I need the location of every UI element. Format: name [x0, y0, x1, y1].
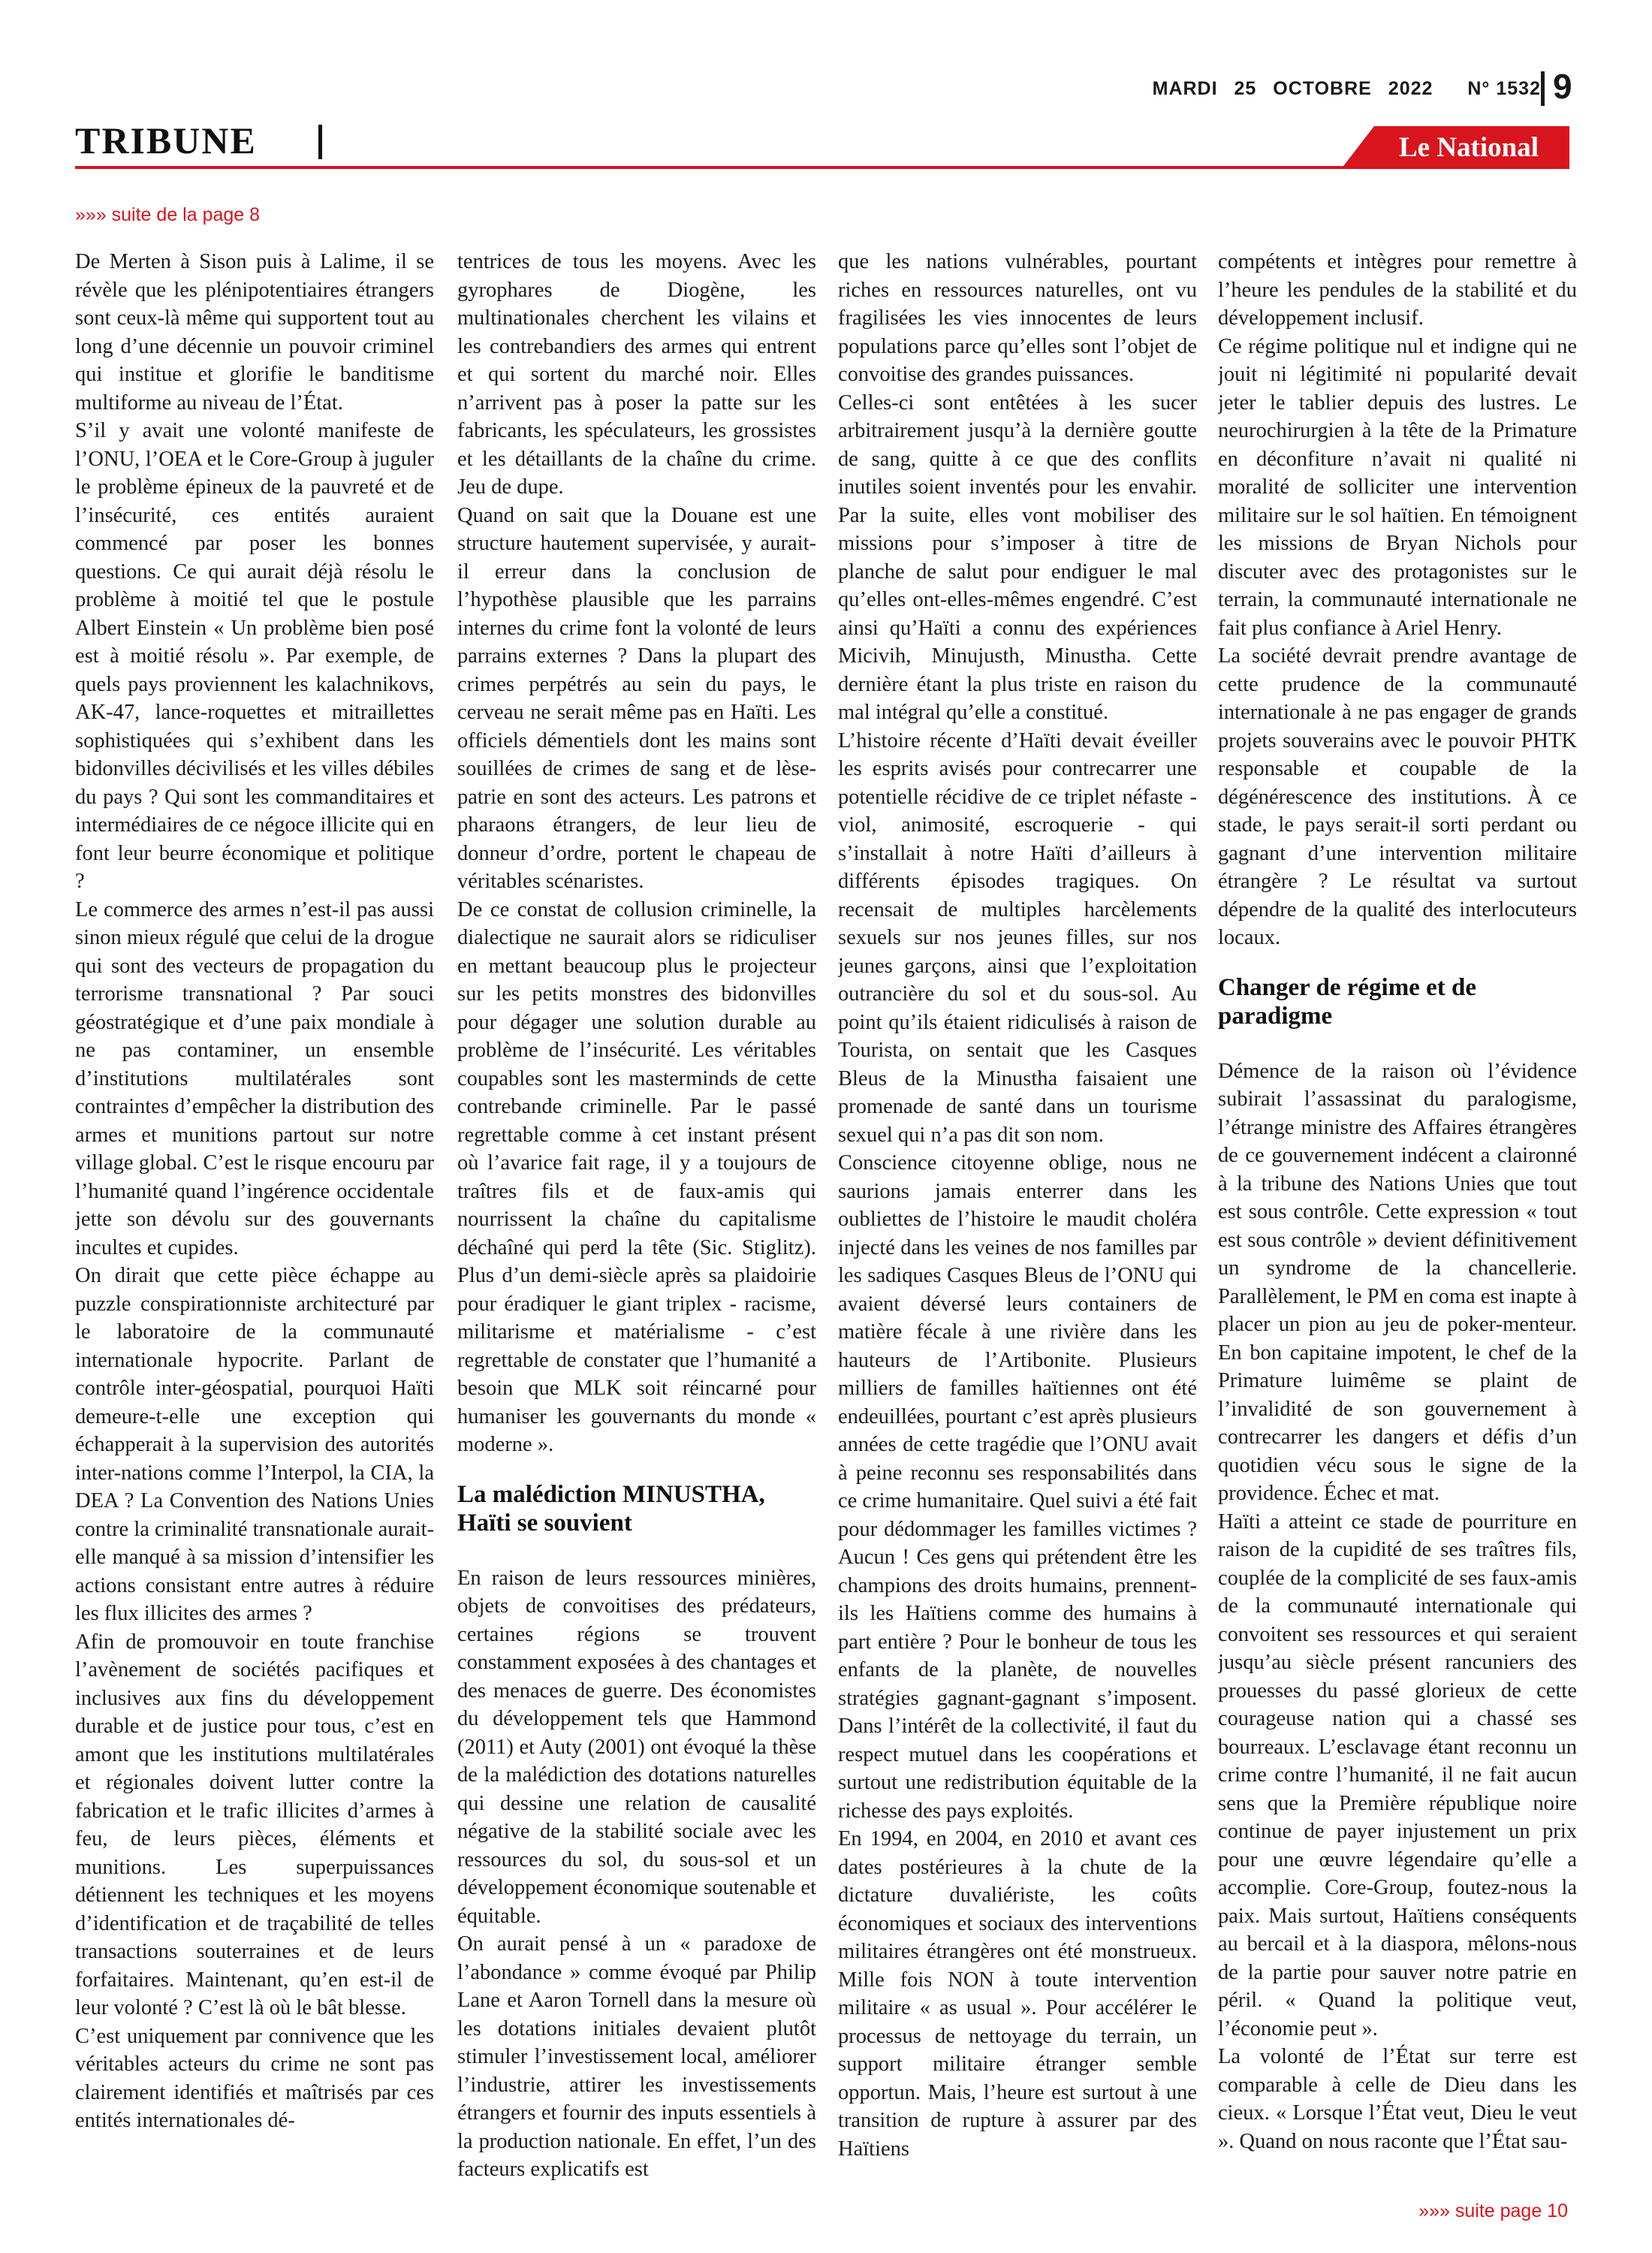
date-weekday: MARDI [1152, 78, 1218, 99]
brand-name: Le National [1398, 132, 1539, 163]
article-column-2 [457, 248, 816, 2189]
paragraph: Conscience citoyenne oblige, nous ne saurions jamais enterrer dans les oubliettes de l’histoire le maudit choléra injecté dans les veines de nos familles par les sadiques Casques Bleus de l’ONU qui avaient déversé leurs containers de matière fécale à une rivière dans les hauteurs de l’Artibonite. Plusieurs milliers de familles haïtiennes ont été endeuillées, pourtant c’est après plusieurs années de cette tragédie que l’ONU avait à peine reconnu ses responsabilités dans ce crime humanitaire. Quel suivi a été fait pour dédommager les familles victimes ? Aucun ! Ces gens qui prétendent être les champions des droits humains, prennent-ils les Haïtiens comme des humains à part entière ? Pour le bonheur de tous les enfants de la planète, de nouvelles stratégies gagnant-gagnant s’imposent. Dans l’intérêt de la collectivité, il faut du respect mutuel dans les coopérations et surtout une redistribution équitable de la richesse des pays exploités. [838, 1151, 1197, 1823]
paragraph: que les nations vulnérables, pourtant riches en ressources naturelles, ont vu fragilisées les vies innocentes de leurs populations parce qu’elles sont l’objet de convoitise des grandes puissances. [838, 250, 1197, 386]
continued-to-link[interactable]: »»» suite page 10 [1418, 2200, 1568, 2221]
paragraph: Haïti a atteint ce stade de pourriture en raison de la cupidité de ses traîtres fils, couplée de la complicité de ses faux-amis de la communauté internationale qui convoitent ses ressources et qui seraient jusqu’au siècle présent rancuniers des prouesses du passé glorieux de cette courageuse nation qui a chassé ses bourreaux. L’esclavage étant reconnu un crime contre l’humanité, il ne fait aucun sens que la Première république noire continue de payer injustement un prix pour une œuvre légendaire qu’elle a accomplie. Core-Group, foutez-nous la paix. Mais surtout, Haïtiens conséquents au bercail et à la diaspora, mêlons-nous de la partie pour sauver notre patrie en péril. « Quand la politique veut, l’économie peut ». [1218, 1510, 1577, 2040]
article-column-3 [838, 248, 1197, 2189]
issue-number: N° 1532 [1467, 78, 1541, 99]
section-title: TRIBUNE [75, 119, 257, 161]
paragraph: De ce constat de collusion criminelle, la dialectique ne saurait alors se ridiculiser en mettant beaucoup plus le projecteur sur les petits monstres des bidonvilles pour dégager une solution durable au problème de l’insécurité. Les véritables coupables sont les masterminds de cette contrebande criminelle. Par le passé regrettable comme à cet instant présent où l’avarice fait rage, il y a toujours de traîtres fils et de faux-amis qui nourrissent la chaîne du capitalisme déchaîné qui perd la tête (Sic. Stiglitz). Plus d’un demi-siècle après sa plaidoirie pour éradiquer le giant triplex - racisme, militarisme et matérialisme - c’est regrettable de constater que l’humanité a besoin que MLK soit réincarné pour humaniser les gouvernants du monde « moderne ». [457, 897, 816, 1456]
section-title-bar [318, 125, 322, 159]
paragraph: Le commerce des armes n’est-il pas aussi sinon mieux régulé que celui de la drogue qui sont des vecteurs de propagation du terrorisme transnational ? Par souci géostratégique et d’une paix mondiale à ne pas contaminer, un ensemble d’institutions multilatérales sont contraintes d’empêcher la distribution des armes et munitions partout sur notre village global. C’est le risque encouru par l’humanité quand l’ingérence occidentale jette son dévolu sur des gouvernants incultes et cupides. [75, 897, 434, 1259]
paragraph: Ce régime politique nul et indigne qui ne jouit ni légitimité ni popularité devait jeter le tablier depuis des lustres. Le neurochirurgien à la tête de la Primature en déconfiture n’avait ni qualité ni moralité de solliciter une intervention militaire sur le sol haïtien. En témoignent les missions de Bryan Nichols pour discuter avec des protagonistes sur le terrain, la communauté internationale ne fait plus confiance à Ariel Henry. [1218, 334, 1577, 640]
subheading-minustha: La malédiction MINUSTHA, Haïti se souvient [457, 1480, 765, 1537]
paragraph: On dirait que cette pièce échappe au puzzle conspirationniste architecturé par le laboratoire de la communauté internationale hypocrite. Parlant de contrôle inter-géospatial, pourquoi Haïti demeure-t-elle une exception qui échapperait à la supervision des autorités inter-nations comme l’Interpol, la CIA, la DEA ? La Convention des Nations Unies contre la criminalité transnationale aurait-elle manqué à sa mission d’intensifier les actions consistant entre autres à réduire les flux illicites des armes ? [75, 1264, 434, 1625]
paragraph: En 1994, en 2004, en 2010 et avant ces dates postérieures à la chute de la dictature duvaliériste, les coûts économiques et sociaux des interventions militaires étrangères ont été monstrueux. Mille fois NON à toute intervention militaire « as usual ». Pour accélérer le processus de nettoyage du terrain, un support militaire étranger semble opportun. Mais, l’heure est surtout à une transition de rupture à assurer par des Haïtiens [838, 1827, 1197, 2161]
article-column-4 [1218, 248, 1577, 2189]
paragraph: tentrices de tous les moyens. Avec les gyrophares de Diogène, les multinationales cherchent les vilains et les contrebandiers des armes qui entrent et qui sortent du marché noir. Elles n’arrivent pas à poser la patte sur les fabricants, les spéculateurs, les grossistes et les détaillants de la chaîne du crime. Jeu de dupe. [457, 250, 816, 499]
date-day: 25 [1234, 78, 1257, 99]
page-number-separator [1541, 71, 1545, 106]
paragraph: Afin de promouvoir en toute franchise l’avènement de sociétés pacifiques et inclusives aux fins du développement durable et de justice pour tous, c’est en amont que les institutions multilatérales et régionales doivent lutter contre la fabrication et le trafic illicites d’armes à feu, de leurs pièces, éléments et munitions. Les superpuissances détiennent les techniques et les moyens d’identification et de traçabilité de telles transactions souterraines et de leurs forfaitaires. Maintenant, qu’en est-il de leur volonté ? C’est là où le bât blesse. [75, 1630, 434, 2019]
paragraph: La volonté de l’État sur terre est comparable à celle de Dieu dans les cieux. « Lorsque l’État veut, Dieu le veut ». Quand on nous raconte que l’État sau- [1218, 2045, 1577, 2153]
paragraph: La société devrait prendre avantage de cette prudence de la communauté internationale à ne pas engager de grands projets souverains avec le pouvoir PHTK responsable et coupable de la dégénérescence des institutions. À ce stade, le pays serait-il sorti perdant ou gagnant d’une intervention militaire étrangère ? Le résultat va surtout dépendre de la qualité des interlocuteurs locaux. [1218, 644, 1577, 949]
page-number: 9 [1553, 67, 1572, 106]
paragraph: L’histoire récente d’Haïti devait éveiller les esprits avisés pour contrecarrer une potentielle récidive de ce triplet néfaste - viol, animosité, escroquerie - qui s’installait à notre Haïti d’ailleurs à différents épisodes tragiques. On recensait de multiples harcèlements sexuels sur nos jeunes filles, sur nos jeunes garçons, ainsi que l’exploitation outrancière du sol et du sous-sol. Au point qu’ils étaient ridiculisés à raison de Tourista, on sentait que les Casques Bleus de la Minustha faisaient une promenade de santé dans un tourisme sexuel qui n’a pas dit son nom. [838, 728, 1197, 1147]
paragraph: C’est uniquement par connivence que les véritables acteurs du crime ne sont pas clairement identifiés et maîtrisés par ces entités internationales dé- [75, 2024, 434, 2132]
paragraph: De Merten à Sison puis à Lalime, il se révèle que les plénipotentiaires étrangers sont ceux-là même qui supportent tout au long d’une décennie un pouvoir criminel qui institue et glorifie le banditisme multiforme au niveau de l’État. [75, 250, 434, 415]
paragraph: Démence de la raison où l’évidence subirait l’assassinat du paralogisme, l’étrange ministre des Affaires étrangères de ce gouvernement indécent a claironné à la tribune des Nations Unies que tout est sous contrôle. Cette expression « tout est sous contrôle » devient définitivement un syndrome de la chancellerie. Parallèlement, le PM en coma est inapte à placer un pion au jeu de poker-menteur. En bon capitaine impotent, le chef de la Primature luimême se plaint de l’invalidité de son gouvernement à contrecarrer les dangers et défis d’un quotidien vécu sous le signe de la providence. Échec et mat. [1218, 1059, 1577, 1505]
paragraph: En raison de leurs ressources minières, objets de convoitises des prédateurs, certaines régions se trouvent constamment exposées à des chantages et des menaces de guerre. Des économistes du développement tels que Hammond (2011) et Auty (2001) ont évoqué la thèse de la malédiction des dotations naturelles qui dessine une relation de causalité négative de la stabilité sociale avec les ressources du sol, du sous-sol et un développement économique soutenable et équitable. [457, 1566, 816, 1928]
article-column-1 [75, 248, 434, 2189]
date-month: OCTOBRE [1273, 78, 1372, 99]
paragraph: S’il y avait une volonté manifeste de l’ONU, l’OEA et le Core-Group à juguler le problème épineux de la pauvreté et de l’insécurité, ces entités auraient commencé par poser les bonnes questions. Ce qui aurait déjà résolu le problème à moitié tel que le postule Albert Einstein « Un problème bien posé est à moitié résolu ». Par exemple, de quels pays proviennent les kalachnikovs, AK-47, lance-roquettes et mitraillettes sophistiquées qui s’exhibent dans les bidonvilles décivilisés et les villes débiles du pays ? Qui sont les commanditaires et intermédiaires de ce négoce illicite qui en font leur beurre économique et politique ? [75, 419, 434, 893]
paragraph: Quand on sait que la Douane est une structure hautement supervisée, y aurait-il erreur dans la conclusion de l’hypothèse plausible que les parrains internes du crime font la volonté de leurs parrains externes ? Dans la plupart des crimes perpétrés au sein du pays, le cerveau ne serait même pas en Haïti. Les officiels démentiels dont les mains sont souillées de crimes de sang et de lèse-patrie en sont des acteurs. Les patrons et pharaons étrangers, de leur lieu de donneur d’ordre, portent le chapeau de véritables scénaristes. [457, 503, 816, 893]
paragraph: compétents et intègres pour remettre à l’heure les pendules de la stabilité et du développement inclusif. [1218, 250, 1577, 330]
subheading-paradigme: Changer de régime et de paradigme [1218, 973, 1476, 1030]
paragraph: Celles-ci sont entêtées à les sucer arbitrairement jusqu’à la dernière goutte de sang, quitte à ce que des conflits inutiles soient inventés pour les envahir. Par la suite, elles vont mobiliser des missions pour s’imposer à titre de planche de salut pour endiguer le mal qu’elles ont-elles-mêmes engendré. C’est ainsi qu’Haïti a connu des expériences Micivih, Minujusth, Minustha. Cette dernière étant la plus triste en raison du mal intégral qu’elle a constitué. [838, 391, 1197, 724]
dateline [1142, 78, 1541, 100]
continued-from-link[interactable]: »»» suite de la page 8 [75, 204, 261, 225]
paragraph: On aurait pensé à un « paradoxe de l’abondance » comme évoqué par Philip Lane et Aaron Tornell dans la mesure où les dotations initiales devaient plutôt stimuler l’investissement local, améliorer l’industrie, attirer les investissements étrangers et fournir des inputs essentiels à la production nationale. En effet, l’un des facteurs explicatifs est [457, 1932, 816, 2181]
date-year: 2022 [1388, 78, 1433, 99]
